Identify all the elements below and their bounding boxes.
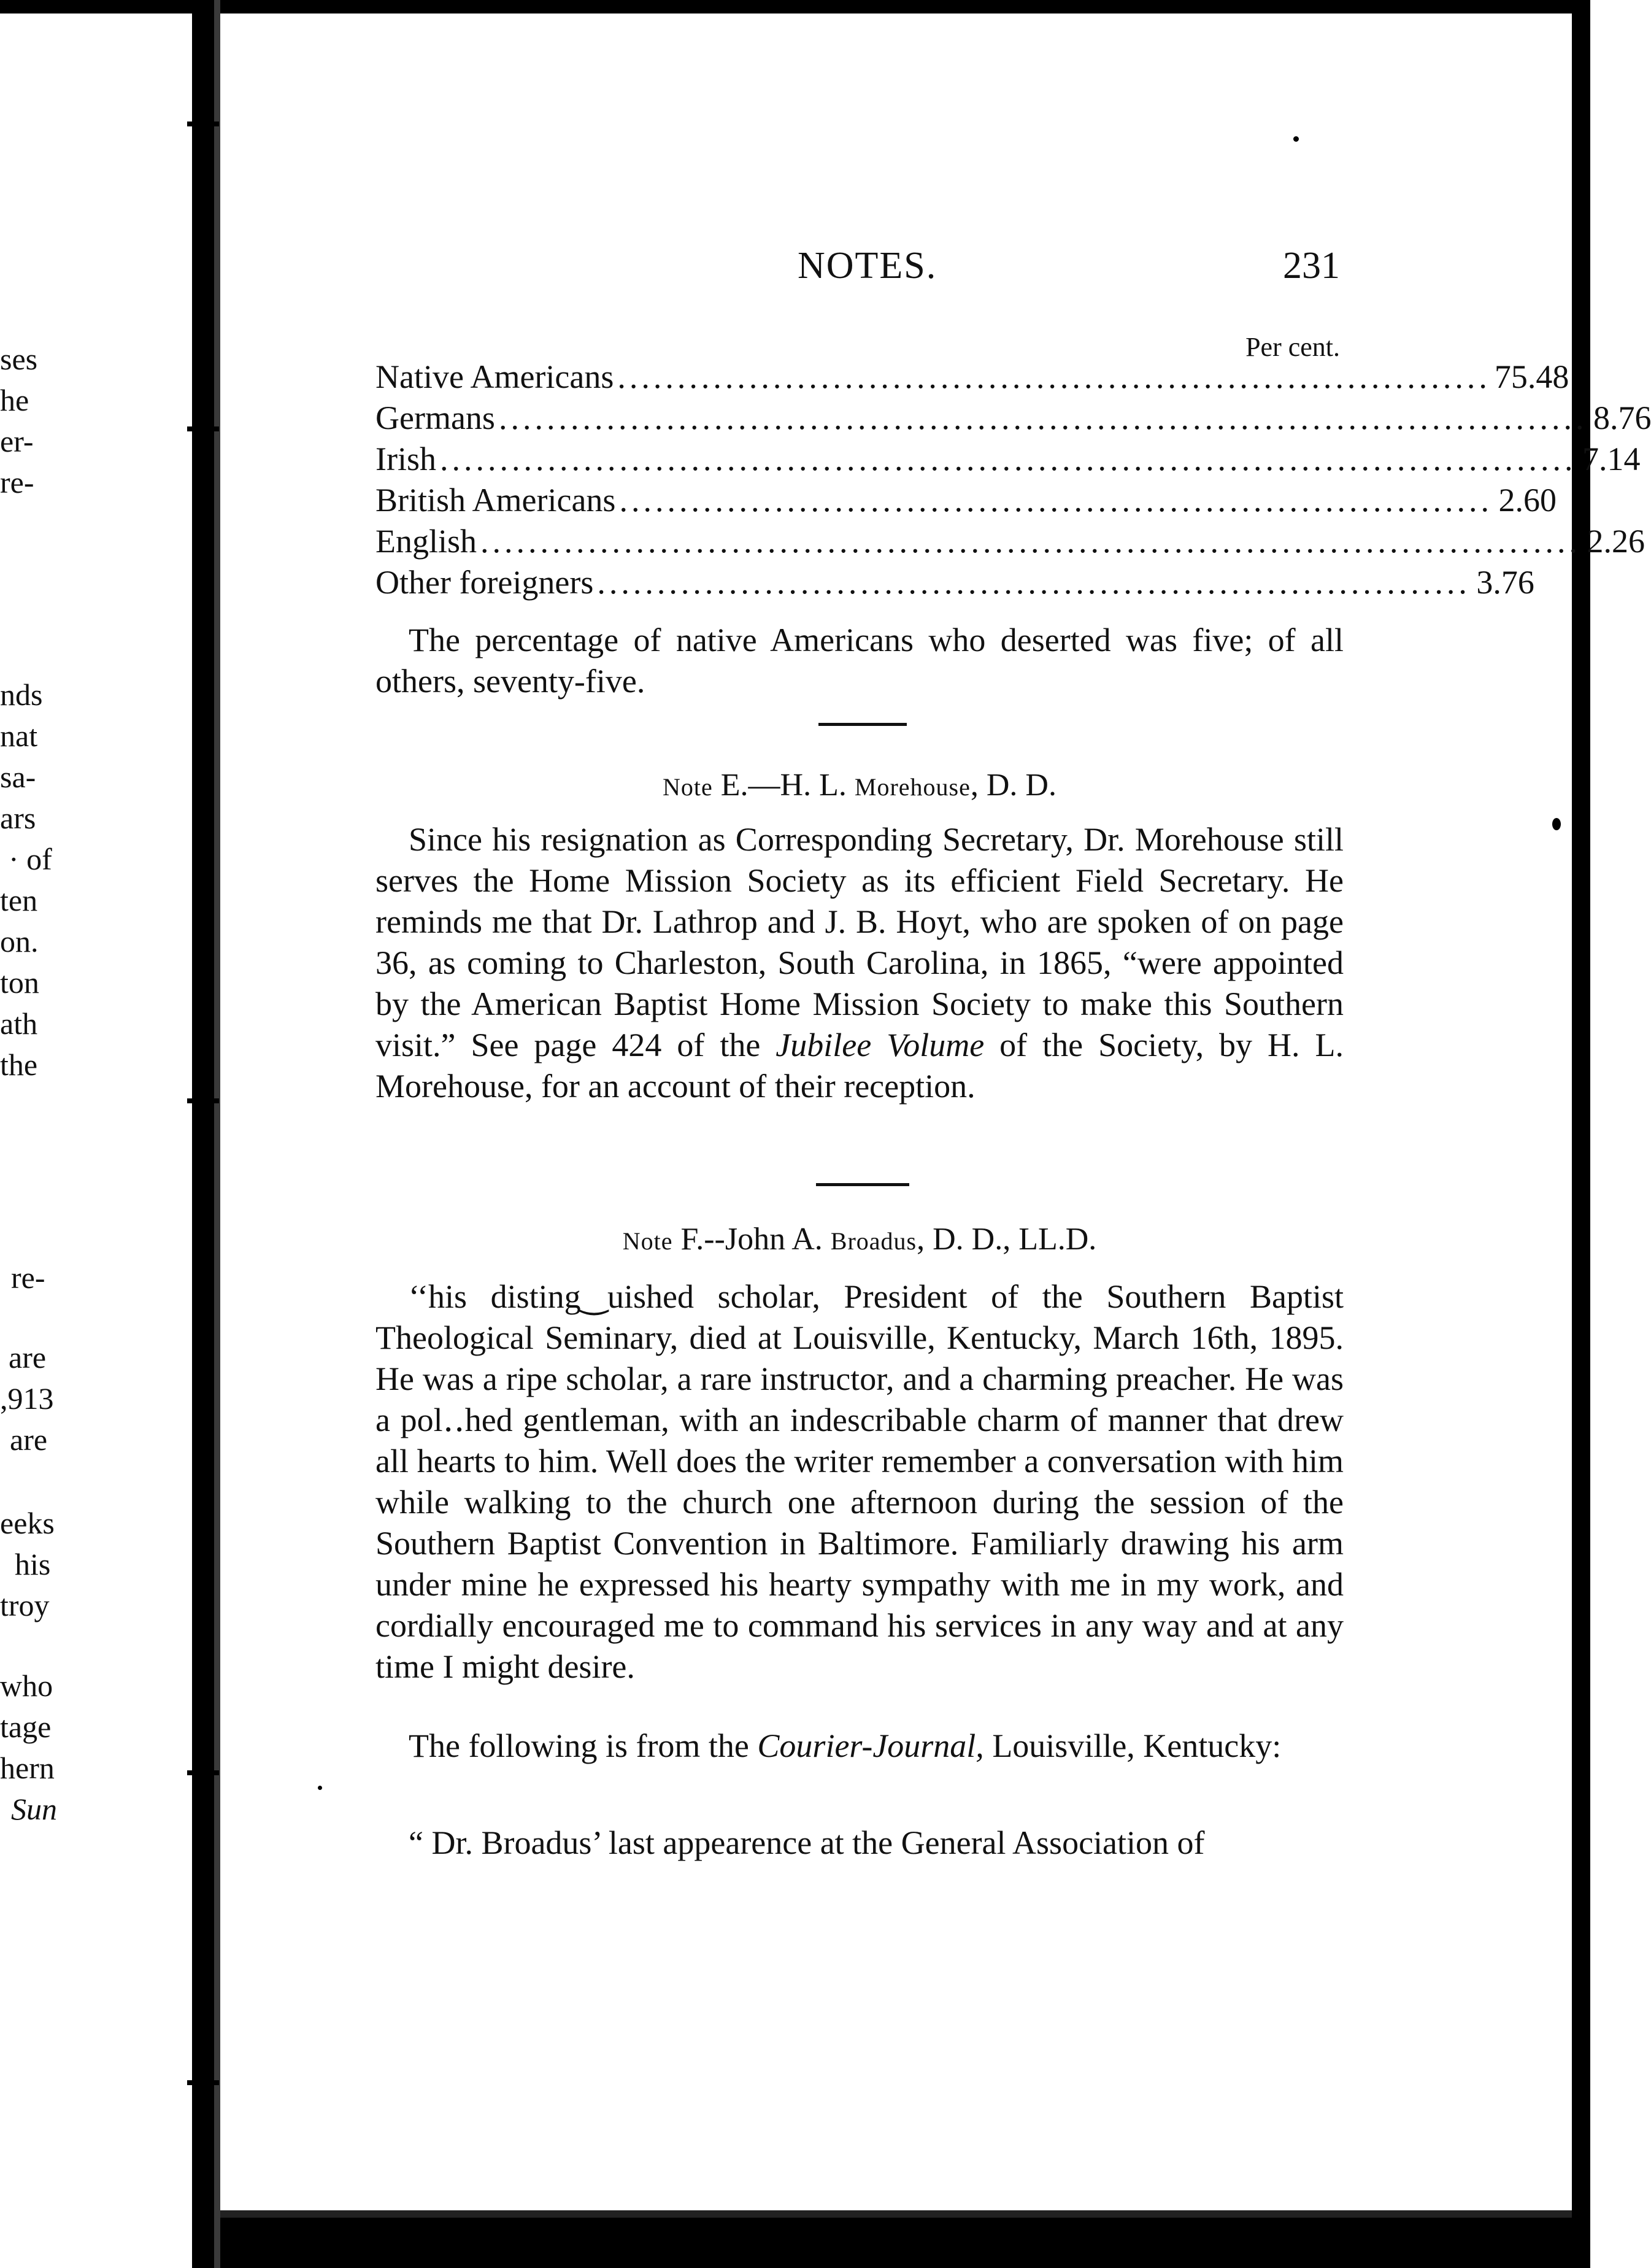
fragment: hern [0, 1751, 55, 1785]
dust-speck [1552, 818, 1561, 830]
row-value: 7.14 [1582, 441, 1641, 477]
fragment: on. [0, 924, 39, 958]
heading-part: F.--John [680, 1222, 786, 1257]
note-e-heading [375, 767, 1344, 803]
fragment: his [15, 1547, 51, 1581]
nationality-table [375, 358, 1651, 604]
fragment: ,913 [0, 1381, 54, 1416]
heading-part: Broadus [830, 1227, 917, 1255]
dust-speck [318, 1786, 322, 1790]
fragment: eeks [0, 1506, 55, 1540]
binding-thread [187, 426, 219, 431]
section-rule [816, 1183, 909, 1186]
fragment: ath [0, 1006, 38, 1041]
section-rule [818, 723, 907, 726]
scan-right-border [1572, 0, 1590, 2268]
page-bottom-shadow [202, 2210, 1572, 2218]
fragment: are [9, 1340, 47, 1375]
row-label: Native Americans [375, 358, 614, 395]
row-label: English [375, 523, 477, 560]
dust-speck [1293, 136, 1299, 142]
book-gutter [192, 0, 214, 2268]
heading-part: E.—H. L. [720, 768, 847, 803]
column-heading: Per cent. [1245, 332, 1340, 362]
table-row [375, 440, 1641, 481]
fragment: who [0, 1668, 53, 1703]
leader-dots: ......................................................................... [619, 482, 1493, 519]
row-label: Irish [375, 441, 436, 477]
fragment: ten [0, 883, 38, 917]
note-f-heading [375, 1221, 1344, 1257]
binding-thread [187, 1098, 219, 1103]
fragment: Sun [11, 1792, 57, 1826]
fragment: er- [0, 424, 34, 458]
table-row [375, 481, 1557, 522]
binding-thread [187, 122, 219, 126]
heading-part: , D. D. [970, 768, 1056, 803]
fragment: ses [0, 342, 38, 376]
note-e-body [375, 819, 1344, 1107]
fragment: sa- [0, 760, 36, 794]
paragraph-text: Louisville, Kentucky: [992, 1727, 1282, 1764]
heading-part: Note [663, 773, 713, 801]
leader-dots: ........................................................................................... [498, 399, 1588, 436]
desertion-paragraph [375, 620, 1344, 702]
fragment: ars [0, 801, 36, 835]
fragment: nat [0, 719, 38, 753]
scan-bottom-border [202, 2218, 1590, 2268]
binding-thread [187, 2080, 219, 2085]
gutter-edge [214, 0, 220, 2268]
paragraph-text: ‘‘his disting‿uished scholar, President of the Southern Baptist Theological Seminary, died at Louisville, Kentucky, March 16th, 1895. He was a ripe scholar, a rare instructor, and a charming preacher. He was a pol‥hed gentleman, with an indescribable charm of manner that drew all hearts to him. Well does the writer remember a conversation with him while walking to the church one afternoon during the session of the Southern Baptist Convention in Baltimore. Familiarly drawing his arm under mine he expressed his hearty sympathy with me in my work, and cordially encouraged me to command his services in any way and at any time I might desire. [375, 1278, 1344, 1685]
running-head [798, 244, 937, 288]
row-label: Other foreigners [375, 564, 594, 601]
row-value: 8.76 [1593, 399, 1651, 436]
fragment: · of [9, 842, 52, 876]
binding-thread [187, 1770, 219, 1775]
row-label: Germans [375, 399, 495, 436]
fragment: nds [0, 677, 43, 712]
leader-dots: ............................................................................................... [439, 441, 1577, 477]
fragment: tage [0, 1710, 52, 1744]
table-row [375, 399, 1651, 440]
running-head-text: NOTES. [798, 245, 937, 287]
note-f-following [375, 1726, 1344, 1767]
fragment: re- [0, 465, 34, 500]
fragment: re- [11, 1260, 45, 1295]
fragment: are [10, 1422, 48, 1457]
heading-part: A. [791, 1222, 823, 1257]
scan-top-border [0, 0, 1590, 14]
paragraph-text: The following is from the [409, 1727, 749, 1764]
quote-line: “ Dr. Broadus’ last appearence at the General Association of [409, 1824, 1205, 1861]
row-value: 2.26 [1587, 523, 1645, 560]
leader-dots: ............................................................................................ [480, 523, 1582, 560]
row-value: 3.76 [1476, 564, 1534, 601]
fragment: the [0, 1047, 38, 1082]
facing-page-fragments [0, 0, 190, 2268]
paragraph-text: Since his resignation as Corresponding Secretary, Dr. Morehouse still serves the Home Mission Society as its efficient Field Secretary. He reminds me that Dr. Lathrop and J. B. Hoyt, who are spoken of on page 36, as coming to Charleston, South Carolina, in 1865, “were appointed by the American Baptist Home Mission Society to make this Southern visit.” See page 424 of the [375, 821, 1344, 1063]
heading-part: Note [622, 1227, 673, 1255]
heading-part: Morehouse [854, 773, 971, 801]
fragment: ton [0, 965, 39, 1000]
table-row [375, 522, 1645, 563]
paragraph-text: The percentage of native Americans who deserted was five; of all others, seventy-five. [375, 622, 1344, 700]
row-value: 2.60 [1498, 482, 1557, 519]
leader-dots: ......................................................................... [597, 564, 1471, 601]
fragment: he [0, 383, 29, 417]
row-value: 75.48 [1494, 358, 1569, 395]
row-label: British Americans [375, 482, 616, 519]
note-f-body [375, 1276, 1344, 1688]
italic-title: Jubilee Volume [775, 1027, 985, 1063]
paragraph-text: of the Society, by H. L. Morehouse, for an account of their reception. [375, 1027, 1344, 1105]
italic-title: Courier-Journal, [757, 1727, 984, 1764]
heading-part: , D. D., LL.D. [917, 1222, 1097, 1257]
table-row [375, 563, 1534, 604]
page-number: 231 [1283, 245, 1340, 287]
fragment: troy [0, 1588, 50, 1622]
leader-dots: ......................................................................... [617, 358, 1491, 395]
table-row [375, 358, 1569, 399]
